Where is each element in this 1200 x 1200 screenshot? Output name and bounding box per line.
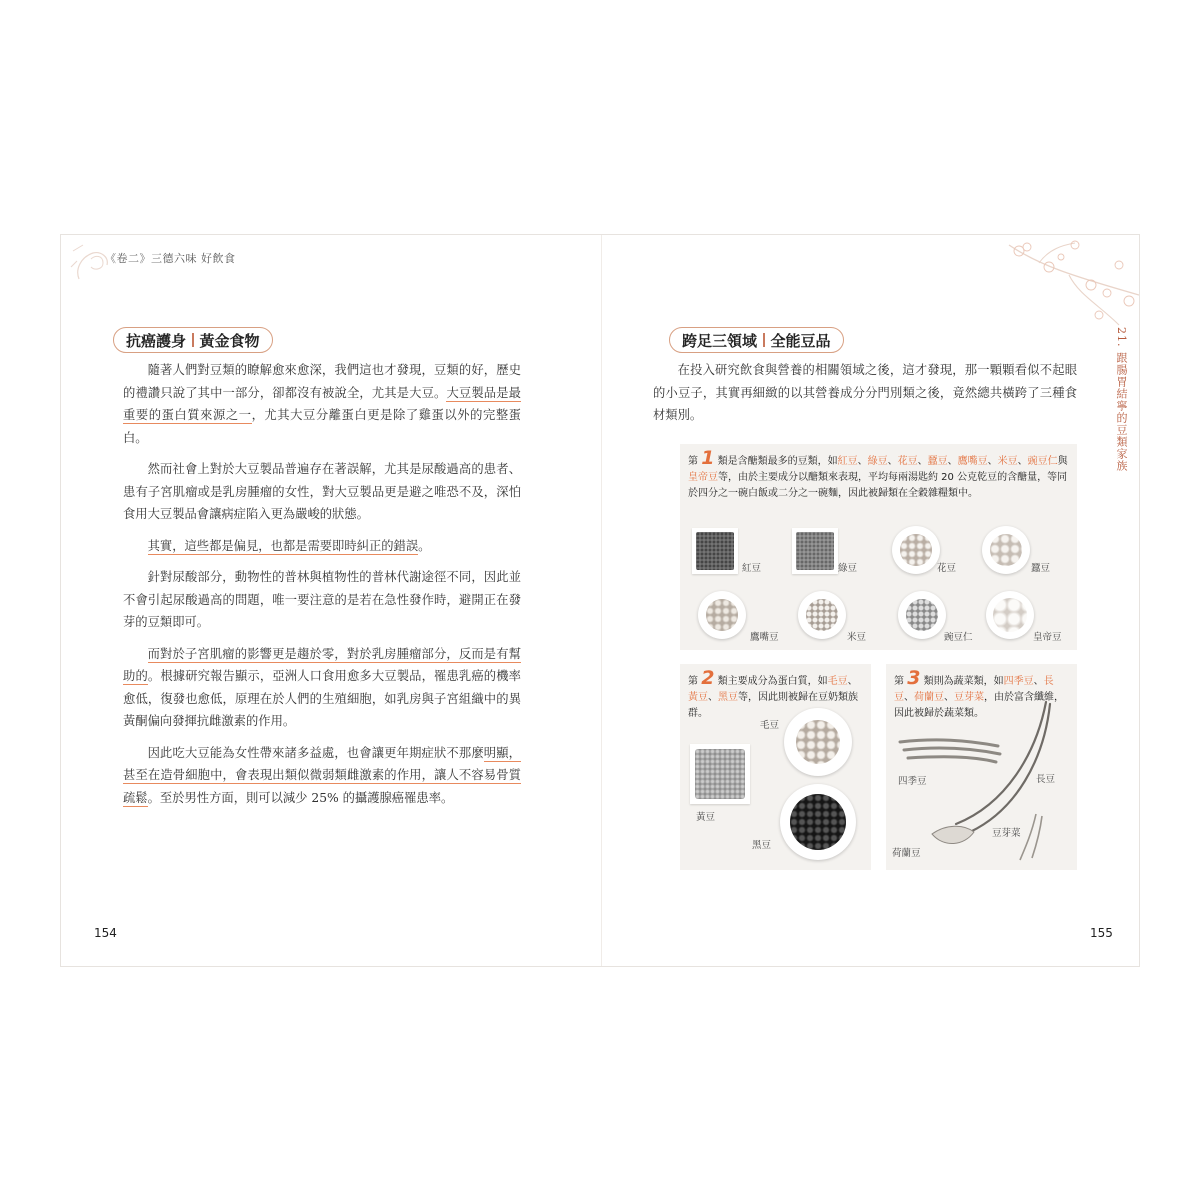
legume-category-1-box: [680, 444, 1077, 650]
highlight-item: 黃豆: [688, 692, 708, 703]
mung-bean-image: [792, 528, 838, 574]
heading-part1: 跨足三領域: [682, 331, 758, 350]
category-number: 1: [701, 447, 715, 469]
body-paragraph: 因此吃大豆能為女性帶來諸多益處，也會讓更年期症狀不那麼明顯，甚至在造骨細胞中，會表現出類似微弱類雌激素的作用，讓人不容易骨質疏鬆。至於男性方面，則可以減少 25% 的攝護腺癌罹患率。: [123, 745, 521, 805]
section-heading-left: [113, 327, 273, 353]
right-body-text: [653, 359, 1077, 436]
highlight-item: 鷹嘴豆: [957, 456, 988, 467]
pea-image: [898, 591, 946, 639]
blossom-branch-icon: [979, 235, 1139, 335]
label-bean-sprout: 豆芽菜: [992, 828, 1021, 839]
category-number: 3: [907, 667, 921, 689]
kidney-bean-image: [892, 526, 940, 574]
underlined-emphasis: 而對於子宮肌瘤的影響更是趨於零，對於乳房腫瘤部分，反而是有幫助的: [123, 646, 521, 683]
body-paragraph: 針對尿酸部分，動物性的普林與植物性的普林代謝途徑不同，因此並不會引起尿酸過高的問題，唯一要注意的是若在急性發作時，避開正在發芽的豆類即可。: [123, 570, 521, 629]
highlight-item: 黑豆: [718, 692, 738, 703]
label-red-bean: 紅豆: [742, 563, 762, 574]
label-soybean: 黃豆: [696, 812, 716, 823]
page-number-left: 154: [94, 926, 117, 940]
category-number: 2: [701, 667, 715, 689]
underlined-emphasis: 明顯，甚至在造骨細胞中，會表現出類似微弱類雌激素的作用，讓人不容易骨質疏鬆: [123, 745, 521, 805]
label-chickpea: 鷹嘴豆: [750, 632, 779, 643]
heading-divider: [192, 333, 194, 347]
body-paragraph: 其實，這些都是偏見，也都是需要即時糾正的錯誤。: [147, 538, 431, 553]
highlight-item: 荷蘭豆: [914, 692, 944, 703]
broad-bean-image: [982, 526, 1030, 574]
highlight-item: 毛豆: [827, 676, 848, 687]
highlight-item: 花豆: [897, 456, 918, 467]
running-title: 《卷二》三德六味 好飲食: [105, 252, 236, 265]
category-1-caption: 第 1 類是含醣類最多的豆類，如紅豆、綠豆、花豆、蠶豆、鷹嘴豆、米豆、豌豆仁與皇帝豆等，由於主要成分以醣類來表現，平均每兩湯匙約 20 公克乾豆的含醣量，等同於四分之一碗白飯或二分之一碗麵，因此被歸類在全穀雜糧類中。: [688, 447, 1068, 499]
label-snow-pea: 荷蘭豆: [892, 848, 921, 859]
edamame-image: [784, 708, 852, 776]
label-long-bean: 長豆: [1036, 774, 1056, 785]
underlined-emphasis: 大豆製品是最重要的蛋白質來源之一: [123, 385, 521, 422]
label-pea: 豌豆仁: [944, 632, 973, 643]
underlined-emphasis: 其實，這些都是偏見，也都是需要即時糾正的錯誤: [147, 538, 419, 553]
lima-bean-image: [986, 591, 1034, 639]
spine: [601, 235, 602, 966]
label-kidney-bean: 花豆: [937, 563, 957, 574]
vegetable-beans-illustration: [886, 664, 1077, 870]
body-paragraph: 然而社會上對於大豆製品普遍存在著誤解，尤其是尿酸過高的患者、患有子宮肌瘤或是乳房腫瘤的女性，對大豆製品更是避之唯恐不及，深怕食用大豆製品會讓病症陷入更為嚴峻的狀態。: [123, 462, 521, 521]
highlight-item: 豆芽菜: [954, 692, 984, 703]
label-green-bean: 四季豆: [898, 776, 927, 787]
chickpea-image: [698, 591, 746, 639]
soybean-image: [690, 744, 750, 804]
highlight-item: 豌豆仁: [1027, 456, 1058, 467]
highlight-item: 紅豆: [837, 456, 858, 467]
highlight-item: 米豆: [997, 456, 1018, 467]
page-number-right: 155: [1090, 926, 1113, 940]
rice-bean-image: [798, 591, 846, 639]
label-rice-bean: 米豆: [847, 632, 867, 643]
highlight-item: 蠶豆: [927, 456, 948, 467]
legume-category-3-box: [886, 664, 1077, 870]
legume-category-2-box: [680, 664, 871, 870]
heading-divider: [763, 333, 765, 347]
label-lima-bean: 皇帝豆: [1033, 632, 1062, 643]
label-mung-bean: 綠豆: [838, 563, 858, 574]
heading-part2: 黃金食物: [199, 331, 260, 350]
highlight-item: 綠豆: [867, 456, 888, 467]
label-edamame: 毛豆: [760, 720, 780, 731]
left-body-text: [123, 359, 521, 818]
heading-part1: 抗癌護身: [126, 331, 187, 350]
highlight-item: 長豆: [894, 676, 1054, 703]
body-paragraph: 而對於子宮肌瘤的影響更是趨於零，對於乳房腫瘤部分，反而是有幫助的。根據研究報告顯示，亞洲人口食用愈多大豆製品，罹患乳癌的機率愈低，復發也愈低，原理在於人們的生殖細胞，如乳房與子宮組織中的異黃酮偏向發揮抗雌激素的作用。: [123, 646, 521, 728]
black-bean-image: [780, 784, 856, 860]
section-heading-right: [669, 327, 844, 353]
book-spread: [60, 234, 1140, 967]
label-black-bean: 黑豆: [752, 840, 772, 851]
category-3-caption: 第 3 類則為蔬菜類，如四季豆、長豆、荷蘭豆、豆芽菜，由於富含纖維，因此被歸於蔬菜類。: [894, 667, 1064, 719]
label-broad-bean: 蠶豆: [1031, 563, 1051, 574]
body-paragraph: 隨著人們對豆類的瞭解愈來愈深，我們這也才發現，豆類的好，歷史的禮讚只說了其中一部分，卻都沒有被說全，尤其是大豆。大豆製品是最重要的蛋白質來源之一，尤其大豆分離蛋白更是除了雞蛋以外的完整蛋白。: [123, 363, 521, 445]
heading-part2: 全能豆品: [770, 331, 831, 350]
highlight-item: 皇帝豆: [688, 472, 718, 483]
intro-paragraph: 在投入研究飲食與營養的相關領域之後，這才發現，那一顆顆看似不起眼的小豆子，其實再細緻的以其營養成分分門別類之後，竟然總共橫跨了三種食材類別。: [653, 363, 1077, 422]
category-2-caption: 第 2 類主要成分為蛋白質，如毛豆、黃豆、黑豆等，因此則被歸在豆奶類族群。: [688, 667, 858, 719]
chapter-vertical-title: 21. 跟腸胃結寧的豆類家族: [1115, 327, 1128, 472]
red-bean-image: [692, 528, 738, 574]
highlight-item: 四季豆: [1003, 676, 1034, 687]
